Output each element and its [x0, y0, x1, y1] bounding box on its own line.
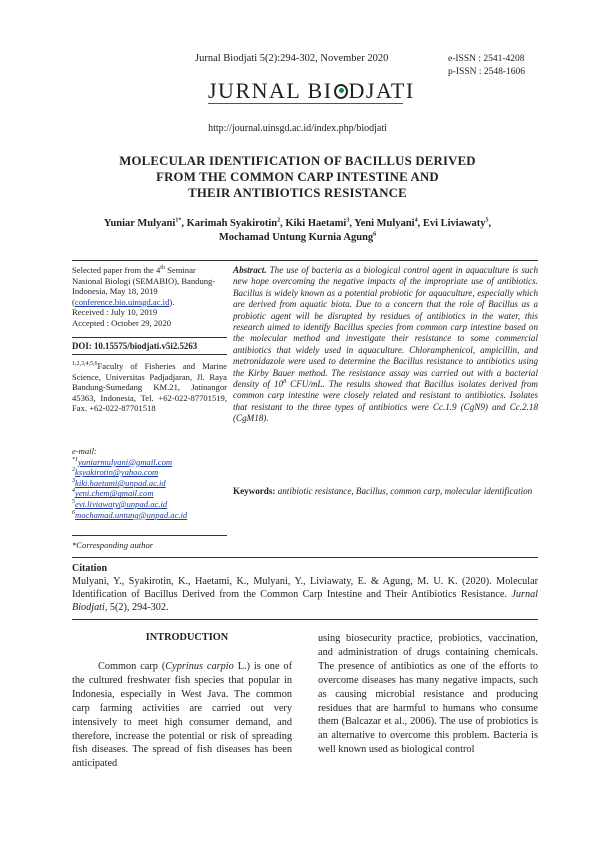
title-line: MOLECULAR IDENTIFICATION OF BACILLUS DERIVED: [119, 154, 476, 168]
eissn: e-ISSN : 2541-4208: [448, 54, 525, 64]
section-rule: [72, 557, 538, 558]
affil-text: Faculty of Fisheries and Marine Science, Universitas Padjadjaran, Jl. Raya Bandung-Sumedang KM.21, Jatinangor 45363, Indonesia, Tel. +62-022-87701519, Fax. +62-022-87701518: [72, 361, 227, 414]
doi[interactable]: DOI: 10.15575/biodjati.v5i2.5263: [72, 341, 198, 351]
meta-rule: [72, 337, 227, 338]
email-link[interactable]: ksyakirotin@yahoo.com: [75, 467, 159, 478]
introduction-heading: INTRODUCTION: [145, 632, 229, 643]
logo-underline: [208, 103, 403, 104]
issn-block: [448, 53, 525, 78]
email-item: [72, 467, 227, 478]
received-date: Received : July 10, 2019: [72, 307, 158, 318]
intro-text: Common carp (: [98, 661, 166, 672]
title-line: FROM THE COMMON CARP INTESTINE AND: [156, 170, 439, 184]
affil-sup: 1,2,3,4,5,6: [72, 361, 98, 368]
keywords-label: Keywords:: [233, 486, 276, 496]
email-link[interactable]: mochamad.untung@unpad.ac.id: [75, 509, 188, 520]
selected-paper-text: Seminar Nasional Biologi (SEMABIO), Bandung-Indonesia, May 18, 2019 (: [72, 265, 216, 307]
keywords: [233, 486, 538, 497]
citation-body: , 5(2), 294-302.: [104, 602, 169, 613]
abstract-text: CFU/mL. The results showed that Bacillus isolates derived from common carp intestine were closely related and resistant to antibiotics. Isolates that resistant to the three types of antibiotics were Cc.1.9 (CgN9) and Cc.2.18 (CgM18).: [233, 379, 538, 424]
logo-text-a: JURNAL BI: [208, 78, 333, 103]
meta-rule: [72, 535, 227, 536]
title-line: THEIR ANTIBIOTICS RESISTANCE: [188, 186, 407, 200]
abstract: [233, 265, 538, 425]
submission-info: [72, 265, 227, 329]
author-sup: 1*: [175, 217, 182, 224]
email-sup: 3: [72, 477, 75, 484]
selected-paper-text: ).: [169, 296, 175, 307]
email-sup: 6: [72, 509, 75, 516]
journal-reference: Jurnal Biodjati 5(2):294-302, November 2020: [195, 53, 389, 64]
section-rule: [72, 260, 538, 261]
email-link[interactable]: yeni.chem@gmail.com: [75, 488, 154, 499]
author-name: Yuniar Mulyani: [103, 218, 176, 229]
citation-heading: Citation: [72, 563, 107, 574]
author-sup: 2: [277, 217, 281, 224]
author-list: Yuniar Mulyani$^{1*}$, Karimah Syakirotin$^2$, Kiki Haetami$^3$, Yeni Mulyani$^4$, Evi Liviawaty$^5$, Mochamad Untung Kurnia Agung$^6$: [103, 217, 492, 243]
paper-title: [60, 153, 535, 201]
abstract-text: The use of bacteria as a biological control agent in aquaculture is such new hope overcoming the negative impacts of the impropriate use of antibiotics. Bacillus is widely known as a potential probiotic for aquaculture, especially which are derived from aquatic biota. Due to a concern that the role of Bacillus as a probiotic agent will be disrupted by residues of antibiotics in the water, this research aimed to identify Bacillus species from common carp intestine based on the molecular method and investigate their resistance to some commercial antibiotics that widely used in aquaculture. Chloramphenicol, ampicillin, and metronidazole were used to determine the Bacillus resistance to antibiotics using the Kirby Bauer method. The resistance assay was carried out with a bacterial density of 10: [233, 265, 538, 390]
keywords-text: antibiotic resistance, Bacillus, common carp, molecular identification: [275, 486, 533, 496]
meta-rule: [72, 354, 227, 355]
citation-journal: Jurnal Biodjati: [72, 589, 538, 613]
email-item: [72, 510, 227, 521]
email-sup: 5: [72, 499, 75, 506]
email-item: [72, 478, 227, 489]
author-sup: 6: [373, 231, 377, 238]
citation-body: Mulyani, Y., Syakirotin, K., Haetami, K., Mulyani, Y., Liviawaty, E. & Agung, M. U. K. (2020). Molecular Identification of Bacillus Derived from the Common Carp Intestine and Their Antibiotics Resistance.: [72, 576, 538, 600]
abstract-sup: 8: [283, 379, 287, 386]
abstract-label: Abstract.: [233, 265, 267, 275]
citation-text: [72, 575, 538, 614]
conference-link[interactable]: conference.bio.uinsgd.ac.id: [74, 296, 170, 307]
author-name: , Karimah Syakirotin: [181, 218, 278, 229]
author-sup: 4: [414, 217, 418, 224]
corresponding-note: *Corresponding author: [72, 540, 154, 550]
author-name: Mochamad Untung Kurnia Agung: [218, 232, 374, 243]
email-sup: 2: [72, 467, 75, 474]
email-item: [72, 457, 227, 468]
email-link[interactable]: evi.liviawaty@unpad.ac.id: [75, 498, 168, 509]
journal-url[interactable]: http://journal.uinsgd.ac.id/index.php/biodjati: [208, 123, 387, 134]
author-name: , Evi Liviawaty: [417, 218, 486, 229]
intro-column-right: using biosecurity practice, probiotics, vaccination, and administration of drugs containing chemicals. The presence of antibiotics as one of the efforts to overcome diseases has many negative impacts, such as causing microbial resistance and producing residues that are harmful to humans who consume them (Balcazar et al., 2006). The use of probiotics is an alternative to overcome this problem. Bacteria is well known used as biological control: [318, 633, 538, 756]
email-sup: *1: [72, 456, 78, 463]
journal-logo: [208, 78, 415, 104]
logo-text-b: DJATI: [348, 78, 415, 103]
email-link[interactable]: yuniarmulyani@gmail.com: [78, 456, 173, 467]
email-label: e-mail:: [72, 446, 97, 456]
email-sup: 4: [72, 488, 75, 495]
email-link[interactable]: kiki.haetami@unpad.ac.id: [75, 477, 166, 488]
intro-text: L.) is one of the cultured freshwater fish species that popular in Indonesia, especially in West Java. The common carp farming activities are carried out very intensively to meet high consumer demand, and therefore, increase the potential or risk of spreading fish diseases. The spread of fish diseases has been anticipated: [72, 661, 292, 770]
email-item: [72, 488, 227, 499]
accepted-date: Accepted : October 29, 2020: [72, 317, 172, 328]
section-rule: [72, 619, 538, 620]
affiliation: [72, 361, 227, 414]
selected-paper-text: Selected paper from the 4: [72, 265, 161, 275]
selected-sup: th: [160, 265, 165, 272]
email-block: [72, 446, 227, 520]
species-name: Cyprinus carpio: [165, 661, 234, 672]
email-item: [72, 499, 227, 510]
logo-leaf-icon: [334, 84, 348, 99]
author-sup: 5: [485, 217, 489, 224]
pissn: p-ISSN : 2548-1606: [448, 66, 526, 77]
intro-column-left: [72, 660, 292, 771]
author-sup: 3: [346, 217, 350, 224]
author-name: , Kiki Haetami: [280, 218, 347, 229]
author-name: , Yeni Mulyani: [349, 218, 415, 229]
